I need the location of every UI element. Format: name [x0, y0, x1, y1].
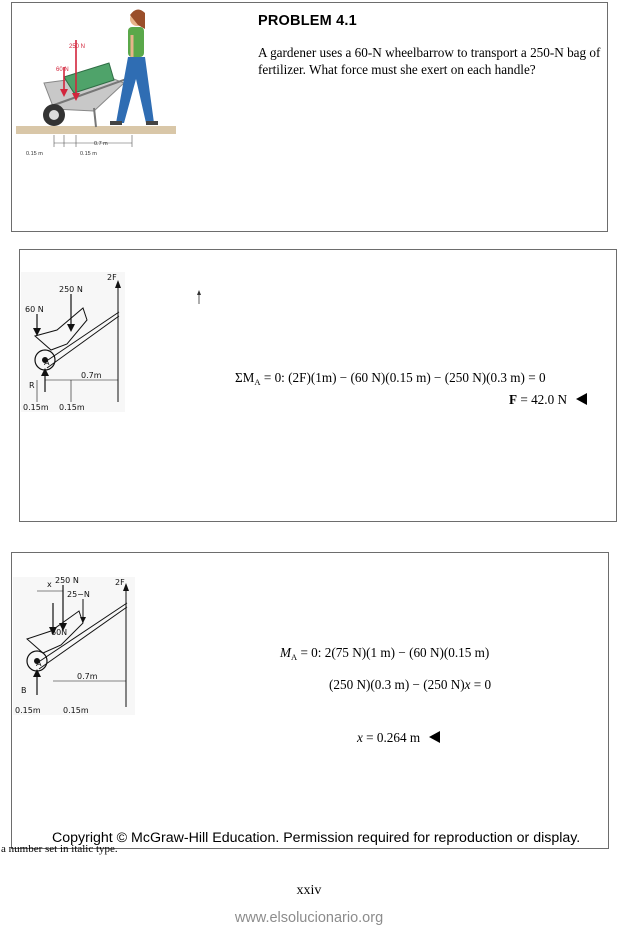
- copyright-notice: Copyright © McGraw-Hill Education. Permission required for reproduction or display.: [52, 830, 581, 846]
- problem-panel: [11, 2, 608, 232]
- fbd1-250n: 250 N: [59, 285, 83, 294]
- figure-label-250n: 250 N: [69, 44, 86, 50]
- overlapping-text: a number set in italic type.: [1, 843, 118, 855]
- fbd1-dim-d3: 0.7m: [81, 371, 102, 380]
- problem-statement: A gardener uses a 60-N wheelbarrow to transport a 250-N bag of fertilizer. What force must she exert on each handle?: [258, 45, 601, 77]
- free-body-diagram-2: [13, 577, 135, 715]
- solution-panel-2: [11, 552, 609, 849]
- ground: [16, 126, 176, 134]
- fbd2-dim-d3: 0.7m: [77, 672, 98, 681]
- page-number: xxiv: [296, 883, 322, 898]
- moment-equation-1: $\Sigma M_A = 0$: (2F)(1m) − (60 N)(0.15 m) − (250 N)(0.3 m) = 0: [235, 370, 546, 387]
- fbd2-dim-d2: 0.15m: [63, 706, 89, 715]
- fbd2-60n: 60N: [51, 628, 68, 637]
- fbd1-reaction-r: R: [29, 381, 35, 390]
- figure-dim-d3: 0.7 m: [94, 141, 108, 147]
- fbd1-2f: 2F: [107, 273, 117, 282]
- fbd1-dim-d1: 0.15m: [23, 403, 49, 412]
- figure-dim-d2: 0.15 m: [80, 151, 97, 157]
- fbd1-dim-d2: 0.15m: [59, 403, 85, 412]
- answer-2: x = 0.264 m: [357, 730, 440, 746]
- answer-marker-icon-2: [429, 731, 440, 743]
- figure-dim-d1: 0.15 m: [26, 151, 43, 157]
- fbd2-2f: 2F: [115, 578, 125, 587]
- fbd2-dim-d1: 0.15m: [15, 706, 41, 715]
- watermark: www.elsolucionario.org: [234, 910, 384, 926]
- fbd2-point-a: A: [36, 659, 42, 668]
- fbd2-250n: 250 N: [55, 577, 79, 585]
- moment-equation-2b: (250 N)(0.3 m) − (250 N)x = 0: [329, 677, 492, 692]
- gardener-pants: [116, 57, 154, 123]
- answer-1: F = 42.0 N: [509, 392, 587, 408]
- fbd2-x: x: [47, 580, 52, 589]
- fbd2-reaction-b: B: [21, 686, 27, 695]
- stray-up-arrow: [196, 290, 202, 304]
- gardener-shirt: [128, 27, 144, 57]
- moment-equation-2a: $M_A = 0$: 2(75 N)(1 m) − (60 N)(0.15 m): [280, 645, 490, 662]
- wheelbarrow-illustration: [14, 5, 194, 175]
- free-body-diagram-1: [21, 272, 125, 412]
- fbd1-60n: 60 N: [25, 305, 44, 314]
- fbd1-point-a: A: [44, 358, 50, 367]
- answer-marker-icon: [576, 393, 587, 405]
- fbd2-half-load: 25−N: [67, 590, 90, 599]
- figure-label-60n: 60 N: [56, 67, 69, 73]
- problem-title: PROBLEM 4.1: [258, 13, 357, 29]
